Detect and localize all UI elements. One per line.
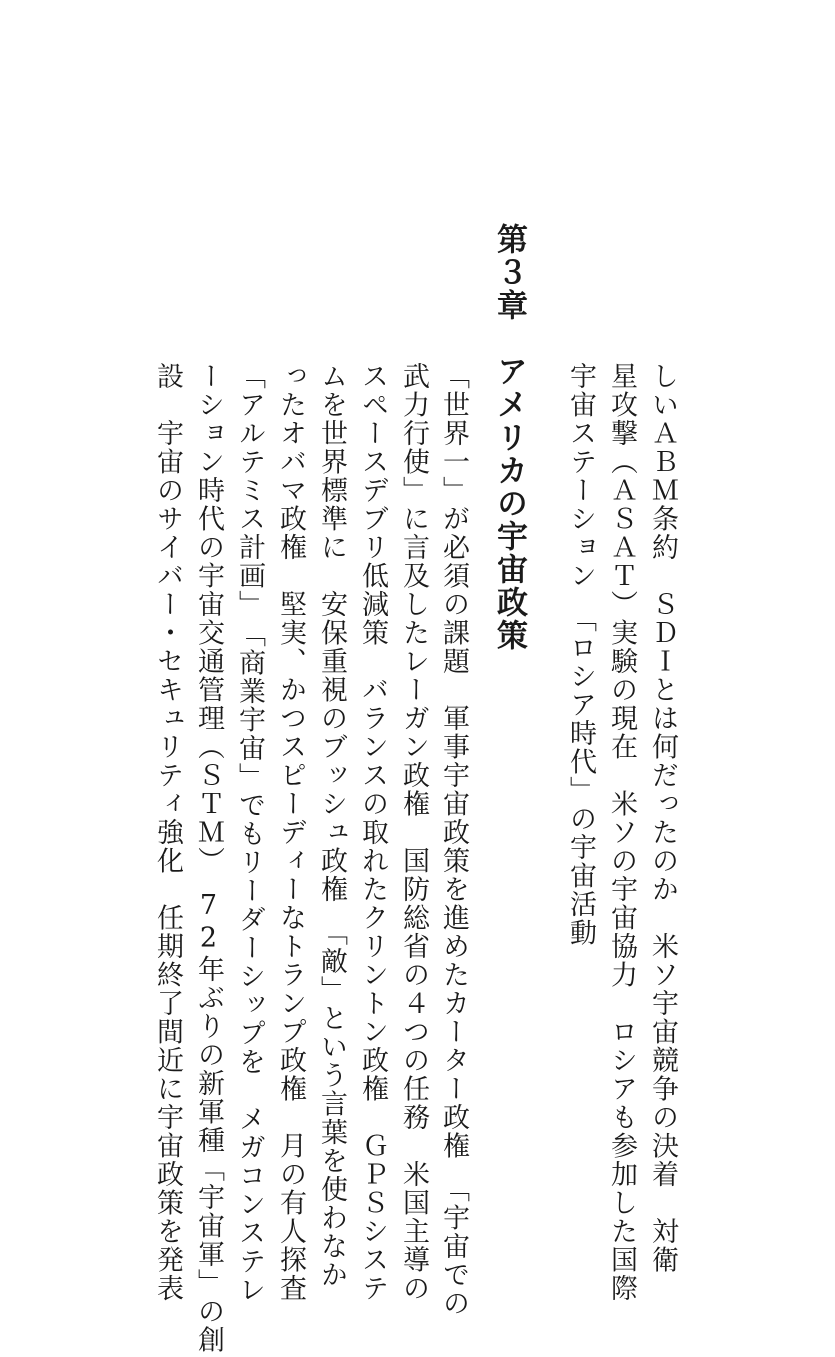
- contents-line: 「世界一」が必須の課題 軍事宇宙政策を進めたカーター政権 「宇宙での: [438, 362, 469, 1318]
- contents-line: 宇宙ステーション 「ロシア時代」の宇宙活動: [565, 362, 596, 947]
- chapter-heading: 第３章 アメリカの宇宙政策: [491, 223, 527, 652]
- contents-line: スペースデブリ低減策 バランスの取れたクリントン政権 ＧＰＳシステ: [357, 362, 388, 1303]
- contents-line: 「アルテミス計画」 「商業宇宙」でもリーダーシップを メガコンステレ: [234, 362, 265, 1304]
- contents-line: 設 宇宙のサイバー・セキュリティ強化 任期終了間近に宇宙政策を発表: [152, 362, 183, 1303]
- contents-line: ーション時代の宇宙交通管理（ＳＴＭ） 72年ぶりの新軍種「宇宙軍」の創: [193, 362, 224, 1354]
- contents-line: ムを世界標準に 安保重視のブッシュ政権 「敵」という言葉を使わなか: [316, 362, 347, 1289]
- contents-line: しいＡＢＭ条約 ＳＤＩとは何だったのか 米ソ宇宙競争の決着 対衛: [647, 362, 678, 1274]
- contents-line: ったオバマ政権 堅実、かつスピーディーなトランプ政権 月の有人探査: [275, 362, 306, 1303]
- contents-line: 星攻撃（ＡＳＡＴ）実験の現在 米ソの宇宙協力 ロシアも参加した国際: [606, 362, 637, 1303]
- contents-line: 武力行使」に言及したレーガン政権 国防総省の４つの任務 米国主導の: [398, 362, 429, 1303]
